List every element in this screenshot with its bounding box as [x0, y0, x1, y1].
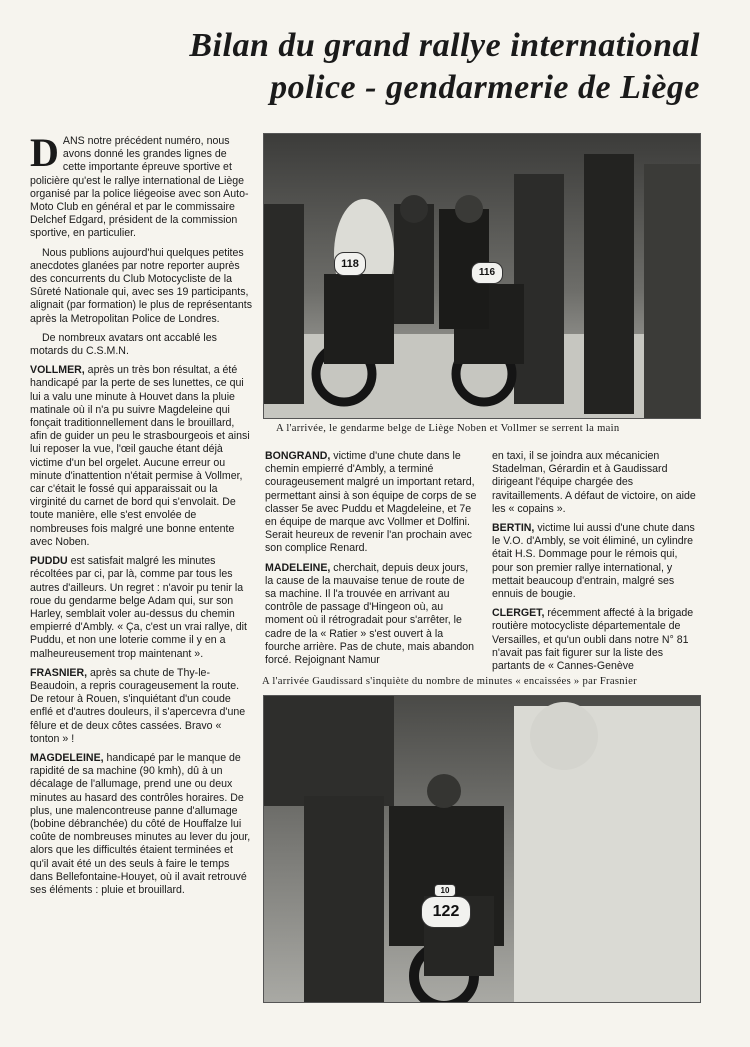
name-clerget: CLERGET,: [492, 607, 545, 620]
photo-handshake: [263, 133, 701, 419]
text-puddu: est satisfait malgré les minutes récoltées par ci, par là, comme par tous les autres d'ailleurs. Un regret : n'avoir pu tenir la roue du gendarme belge Adam qui, sur son Harley, semblait voler au-dessus du chemin empierré d'Ambly. « Ça, c'est un vrai rallye, dit Puddu, et non une loterie comme il y en a malheureusement trop maintenant ».: [30, 555, 247, 660]
plate-10: 10: [434, 884, 456, 897]
paragraph-vollmer: [30, 364, 252, 549]
right-column: [492, 450, 700, 679]
caption-arrival: A l'arrivée Gaudissard s'inquiète du nombre de minutes « encaissées » par Frasnier: [262, 676, 637, 687]
paragraph-bertin: [492, 522, 700, 601]
middle-column: [265, 450, 477, 673]
text-bongrand: victime d'une chute dans le chemin empierré d'Ambly, a terminé courageusement malgré un important retard, permettant ainsi à son équipe de corps de se classer 5e avec Puddu et Magdeleine, et 7e en équipe de marque avc Vollmer et Dolfini. Serait heureux de revenir l'an prochain avec son complice Renard.: [265, 450, 477, 555]
paragraph-frasnier: [30, 667, 252, 746]
name-frasnier: FRASNIER,: [30, 666, 88, 679]
name-bongrand: BONGRAND,: [265, 450, 331, 462]
photo-arrival: [263, 695, 701, 1003]
name-puddu: PUDDU: [30, 555, 68, 568]
name-magdeleine: MAGDELEINE,: [30, 751, 104, 764]
intro-paragraph-2: Nous publions aujourd'hui quelques petites anecdotes glanées par notre reporter auprès des concurrents du Club Motocycliste de la Sûreté Nationale qui, avec ses 19 participants, alignait (par formation) le plus de représentants après la Metropolitan Police de Londres.: [30, 246, 252, 325]
name-vollmer: VOLLMER,: [30, 364, 85, 377]
plate-118: 118: [334, 252, 366, 276]
text-clerget: récemment affecté à la brigade routière motocycliste départementale de Versailles, et qu'un oubli dans notre N° 81 n'avait pas fait figurer sur la liste des partants de « Cannes-Genève: [492, 607, 694, 673]
name-madeleine: MADELEINE,: [265, 561, 331, 574]
photo-arrival-illustration: [264, 696, 700, 1002]
text-madeleine: cherchait, depuis deux jours, la cause de la mauvaise tenue de route de sa machine. Il l'a trouvée en arrivant au contrôle de passage d'Hingeon où, au moment où il rétrogradait pour s'arrêter, le cadre de la « Ratier » s'est ouvert à la fourche arrière. Pas de chute, mais abandon forcé. Rejoignant Namur: [265, 561, 475, 667]
paragraph-continued: en taxi, il se joindra aux mécanicien Stadelman, Gérardin et à Gaudissard dirigeant l'équipe chargée des ravitaillements. A défaut de victoire, on aide les « copains ».: [492, 450, 696, 515]
plate-116: 116: [471, 262, 503, 284]
dropcap: D: [30, 130, 59, 175]
plate-122: 122: [421, 896, 471, 928]
intro-paragraph-3: De nombreux avatars ont accablé les motards du C.S.M.N.: [30, 331, 217, 358]
paragraph-puddu: [30, 555, 252, 661]
left-column: [30, 130, 252, 903]
intro-text: ANS notre précédent numéro, nous avons donné les grandes lignes de cette importante épreuve sportive et policière qu'est le rallye international de Liège organisé par la police liégeoise avec son Auto-Moto Club en général et par le commissaire Delchef Edgard, président de la commission sportive, en particulier.: [30, 135, 249, 240]
title-line-1: Bilan du grand rallye international: [189, 27, 700, 64]
paragraph-magdeleine: [30, 752, 252, 897]
title-line-2: police - gendarmerie de Liège: [270, 69, 700, 106]
text-magdeleine: handicapé par le manque de rapidité de sa machine (90 kmh), dû à un décalage de l'allumage, prend une ou deux minutes au hasard des contrôles horaires. De plus, une malencontreuse panne d'allumage (bobine débranchée) du côté de Houffalze lui coûte de nombreuses minutes au lever du jour, alors que les difficultés étaient terminées et qu'il avait été un des seuls à faire le temps dans Bellefontaine-Houyet, où il avait retrouvé ses éléments : pluie et brouillard.: [30, 751, 251, 896]
caption-handshake: A l'arrivée, le gendarme belge de Liège Noben et Vollmer se serrent la main: [276, 423, 620, 434]
text-vollmer: après un très bon résultat, a été handicapé par la perte de ses lunettes, ce qui lui a valu une minute à Houvet dans la pluie matinale où il n'a pu suivre Magdeleine qui fonçait traditionnellement dans le brouillard, afin de guider un peu le strasbourgeois et ainsi lui reposer la vue, l'œil gauche étant déjà victime d'un bel orgelet. Aucune erreur ou minute d'inattention n'était permise à Vollmer, car c'était le fossé qui apparaissait ou la virginité du carnet de bord qui s'envolait. De toute manière, elle s'est envolée de nombreuses fois malgré une bonne entente avec Noben.: [30, 364, 250, 548]
text-frasnier: après sa chute de Thy-le-Beaudoin, a repris courageusement la route. De retour à Rouen, s'inquiétant d'un coude enflé et d'autres douleurs, il s'apercevra d'une fêlure et de deux côtes cassées. Bravo « tonton » !: [30, 666, 246, 745]
name-bertin: BERTIN,: [492, 522, 535, 535]
text-bertin: victime lui aussi d'une chute dans le V.O. d'Ambly, se voit éliminé, un cylindre était H.S. Dommage pour le rémois qui, pour son premier rallye international, y mettait beaucoup d'entrain, malgré ses ennuis de bougie.: [492, 522, 695, 601]
paragraph-madeleine: [265, 562, 477, 668]
paragraph-clerget: [492, 607, 700, 673]
intro-paragraph: [30, 130, 252, 241]
paragraph-bongrand: [265, 450, 477, 556]
